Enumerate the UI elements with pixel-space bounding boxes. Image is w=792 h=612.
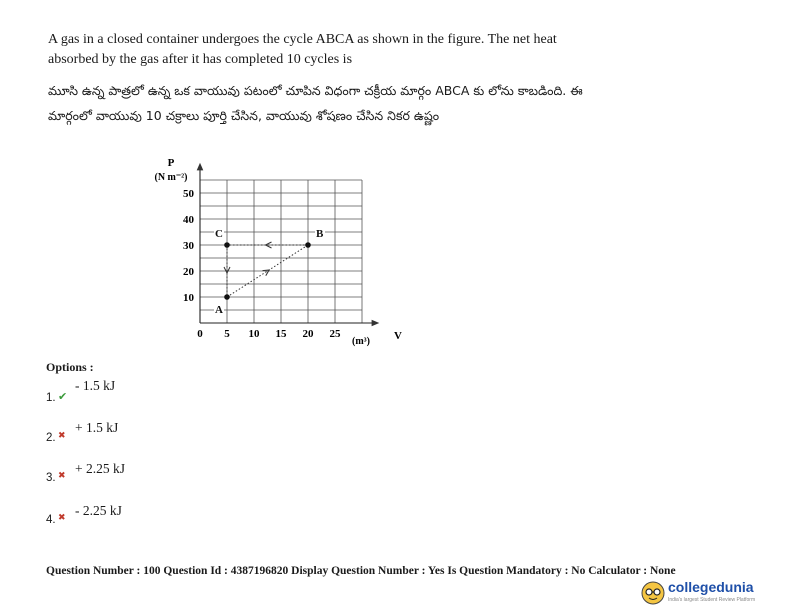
y-tick-label: 10	[183, 292, 194, 304]
option-number: 3.	[46, 472, 56, 484]
option-text: + 1.5 kJ	[75, 420, 119, 435]
y-axis-unit: (N m⁻²)	[154, 172, 188, 183]
logo-tagline: India's largest Student Review Platform	[668, 597, 756, 603]
option-number: 2.	[46, 432, 56, 444]
x-tick-label: 25	[329, 328, 341, 340]
point-label-A: A	[215, 304, 223, 316]
cross-icon: ✖	[58, 471, 66, 481]
option-number: 4.	[46, 514, 56, 526]
cross-icon: ✖	[58, 431, 66, 441]
x-tick-label: 5	[224, 328, 230, 340]
y-tick-label: 40	[183, 214, 194, 226]
question-metadata: Question Number : 100 Question Id : 4387196820 Display Question Number : Yes Is Question Mandatory : No Calculator : None	[46, 565, 676, 577]
point-label-C: C	[215, 228, 223, 240]
y-tick-label: 20	[183, 266, 194, 278]
x-tick-label: 0	[197, 328, 203, 340]
logo-name: collegedunia	[668, 579, 754, 595]
y-axis-label: P	[167, 157, 175, 169]
options-label: Options :	[46, 360, 94, 374]
point-label-B: B	[316, 228, 324, 240]
option-text: - 1.5 kJ	[75, 378, 116, 393]
x-tick-label: 10	[248, 328, 260, 340]
arrow-icon	[263, 267, 271, 275]
cross-icon: ✖	[58, 513, 66, 523]
x-axis-label: V	[394, 330, 402, 342]
point-A	[224, 294, 230, 300]
mascot-icon	[640, 580, 666, 606]
collegedunia-logo[interactable]	[640, 578, 790, 608]
option-text: + 2.25 kJ	[75, 461, 125, 476]
x-tick-label: 15	[275, 328, 287, 340]
point-C	[224, 242, 230, 248]
y-tick-label: 30	[183, 240, 194, 252]
question-text-telugu: మూసి ఉన్న పాత్రలో ఉన్న ఒక వాయువు పటంలో చూపిన విధంగా చక్రీయ మార్గం ABCA కు లోను కాబడింది. ఈ మార్గంలో వాయువు 10 చక్రాలు పూర్తి చేసిన, వాయువు శోషణం చేసిన నికర ఉష్ణం	[48, 83, 583, 123]
option-text: - 2.25 kJ	[75, 503, 122, 518]
option-number: 1.	[46, 392, 56, 404]
question-text-english: A gas in a closed container undergoes the cycle ABCA as shown in the figure. The net heat absorbed by the gas after it has completed 10 cycles is	[48, 32, 557, 67]
point-B	[305, 242, 311, 248]
x-axis-unit: (m³)	[352, 336, 370, 347]
y-tick-label: 50	[183, 188, 194, 200]
grid-lines	[200, 180, 362, 323]
check-icon: ✔	[58, 390, 68, 403]
x-tick-label: 20	[302, 328, 314, 340]
